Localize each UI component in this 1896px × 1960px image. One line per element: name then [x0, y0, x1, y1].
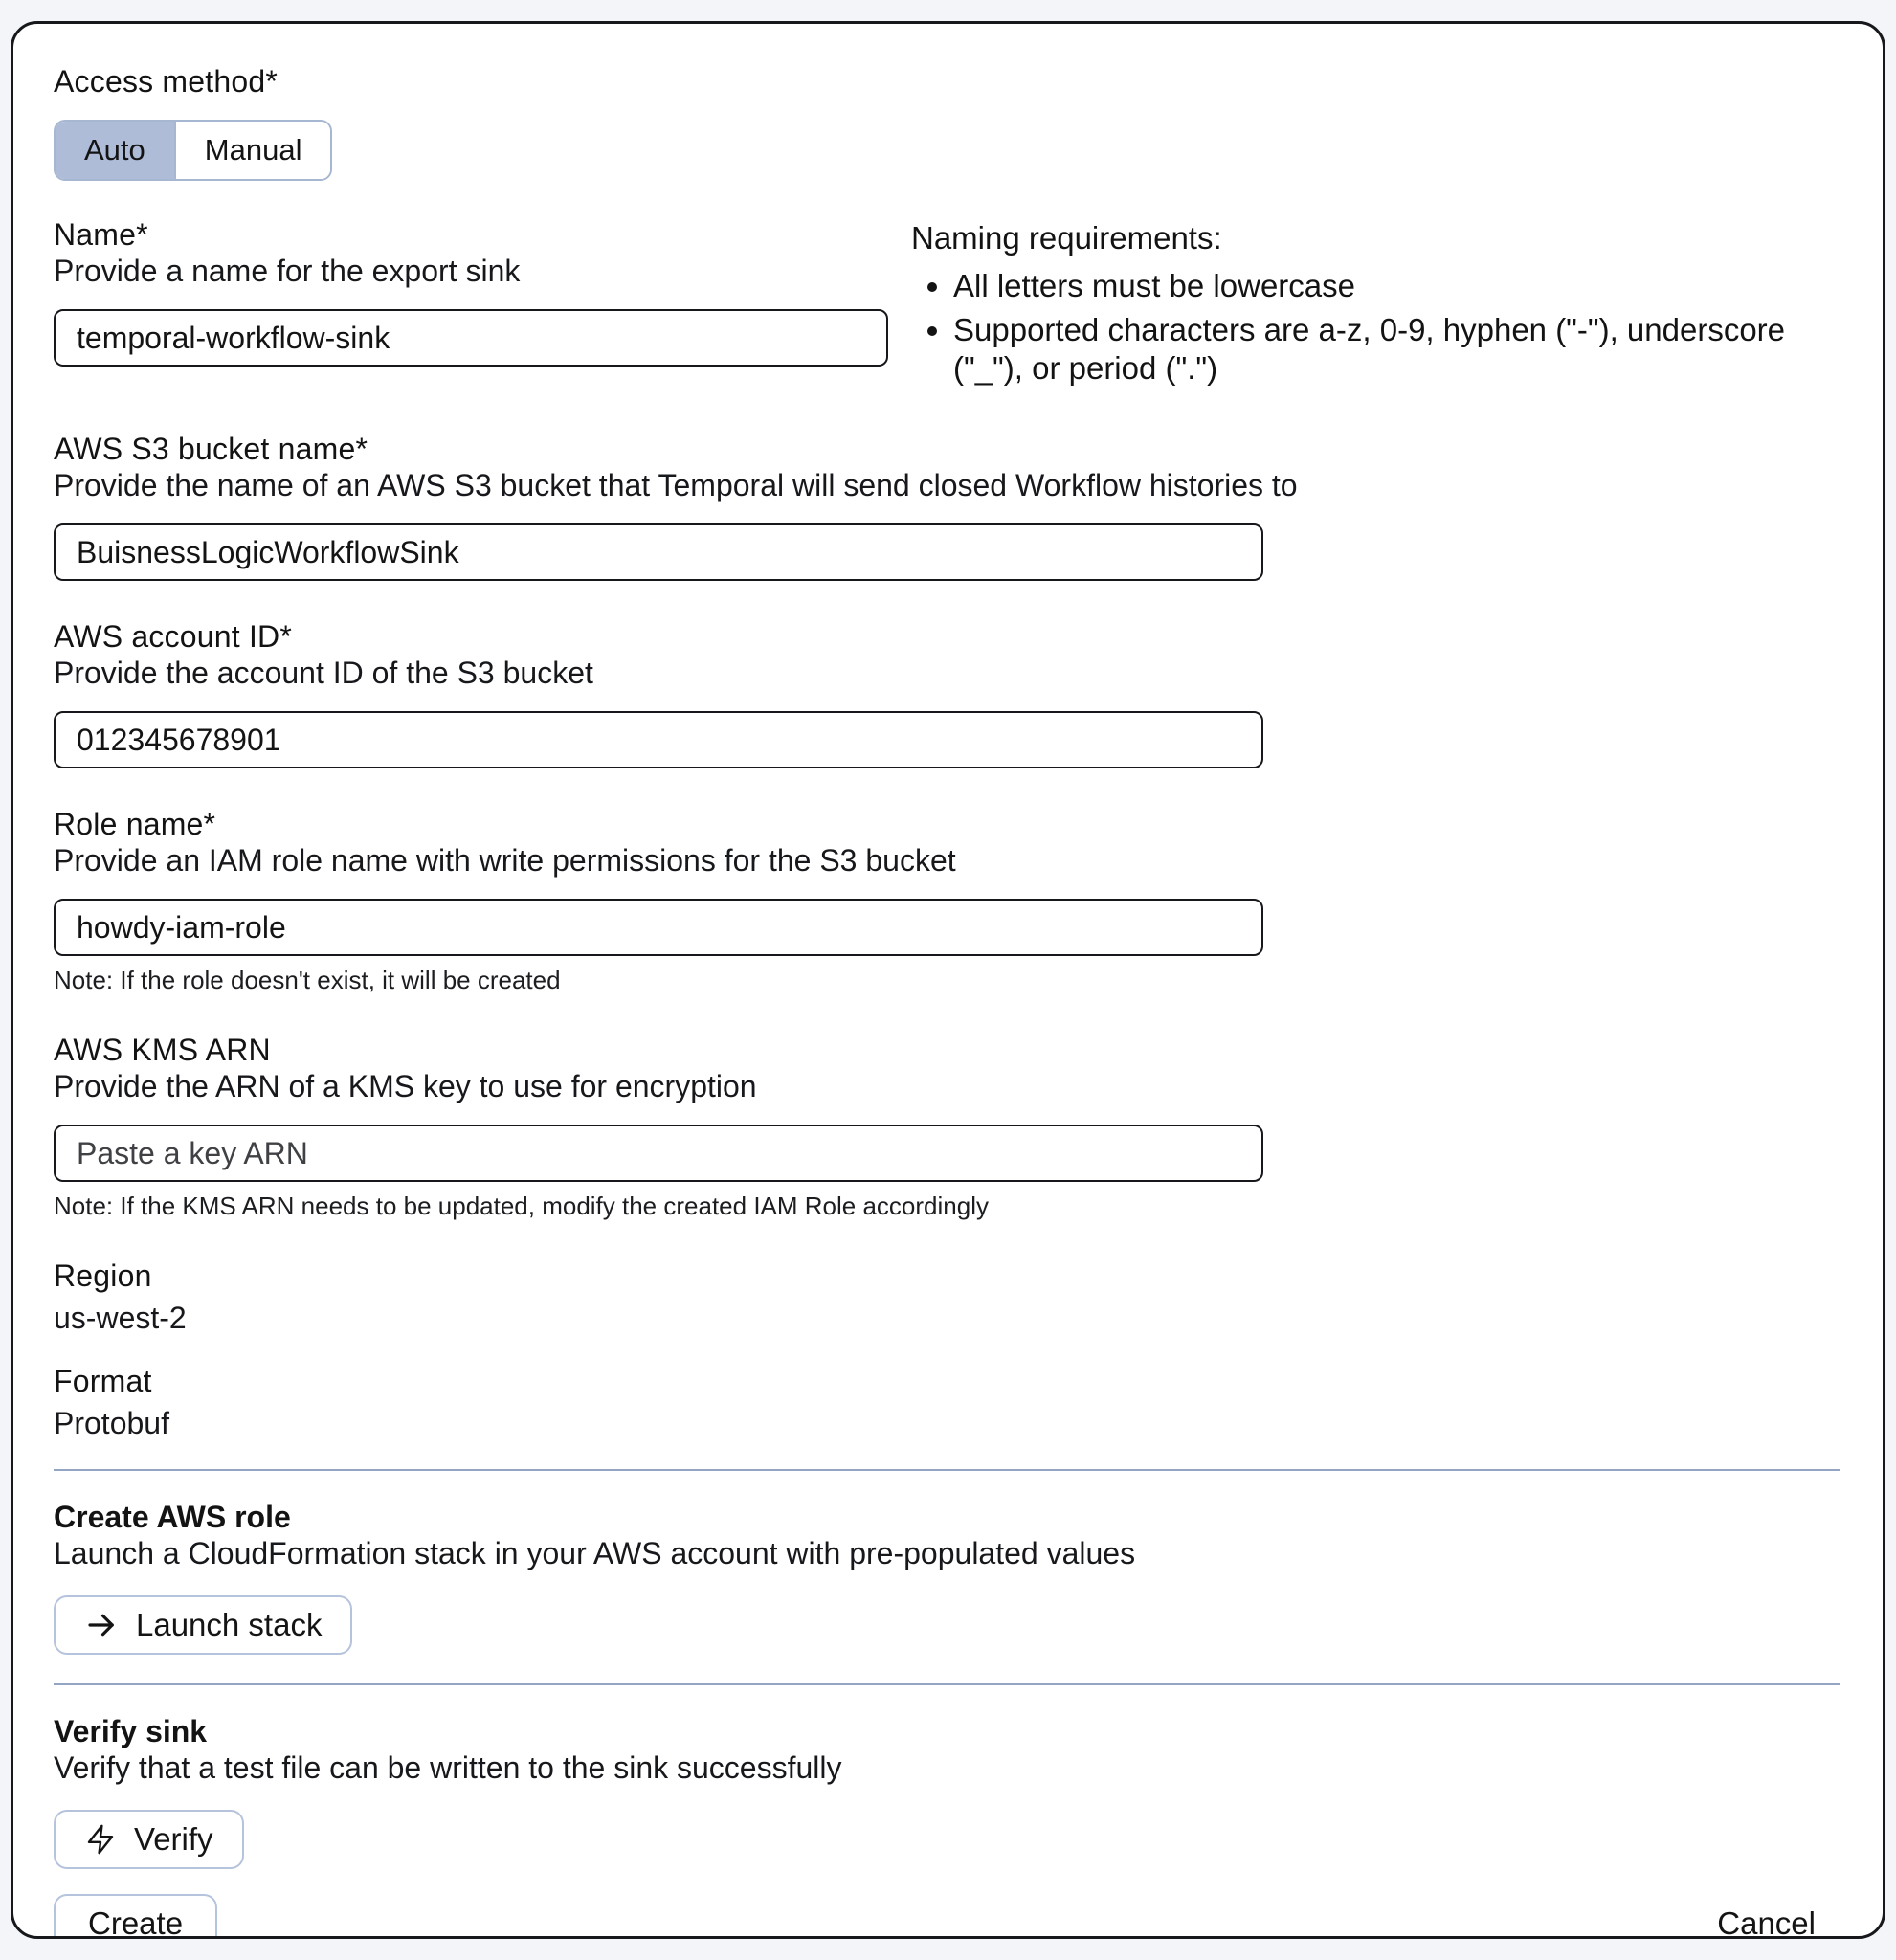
kms-arn-label: AWS KMS ARN — [54, 1033, 271, 1067]
access-method-option-auto[interactable]: Auto — [56, 122, 174, 179]
region-label: Region — [54, 1258, 152, 1293]
format-field — [54, 1364, 1840, 1440]
access-method-option-manual[interactable]: Manual — [174, 122, 331, 179]
naming-requirements-title: Naming requirements: — [911, 220, 1222, 256]
naming-requirements — [911, 217, 1840, 393]
bucket-label: AWS S3 bucket name* — [54, 432, 368, 466]
form-footer — [54, 1894, 1840, 1939]
bucket-description: Provide the name of an AWS S3 bucket that Temporal will send closed Workflow histories to — [54, 468, 1298, 502]
create-button[interactable]: Create — [54, 1894, 217, 1939]
naming-requirement-item: • Supported characters are a-z, 0-9, hyphen ("-"), underscore ("_"), or period (".") — [953, 311, 1840, 388]
naming-requirements-list — [953, 267, 1840, 388]
account-id-description: Provide the account ID of the S3 bucket — [54, 656, 593, 690]
name-field — [54, 217, 888, 367]
format-label: Format — [54, 1364, 152, 1398]
bucket-input[interactable] — [54, 523, 1263, 581]
name-input[interactable] — [54, 309, 888, 367]
role-name-description: Provide an IAM role name with write permissions for the S3 bucket — [54, 843, 956, 878]
kms-arn-note: Note: If the KMS ARN needs to be updated, modify the created IAM Role accordingly — [54, 1192, 989, 1220]
kms-arn-field — [54, 1033, 1840, 1220]
section-divider — [54, 1683, 1840, 1685]
name-row — [54, 217, 1840, 393]
access-method-label: Access method* — [54, 64, 279, 99]
name-description: Provide a name for the export sink — [54, 254, 521, 288]
role-name-note: Note: If the role doesn't exist, it will be created — [54, 966, 561, 994]
naming-requirement-item: • All letters must be lowercase — [953, 267, 1840, 305]
account-id-input[interactable] — [54, 711, 1263, 768]
cancel-button[interactable]: Cancel — [1717, 1905, 1816, 1939]
kms-arn-input[interactable] — [54, 1125, 1263, 1182]
name-label: Name* — [54, 217, 148, 252]
create-aws-role-title: Create AWS role — [54, 1500, 291, 1534]
arrow-right-icon — [84, 1608, 119, 1642]
account-id-field — [54, 619, 1840, 768]
region-value: us-west-2 — [54, 1301, 187, 1335]
create-aws-role-section — [54, 1500, 1840, 1655]
role-name-field — [54, 807, 1840, 994]
kms-arn-description: Provide the ARN of a KMS key to use for encryption — [54, 1069, 757, 1103]
account-id-label: AWS account ID* — [54, 619, 293, 654]
launch-stack-button[interactable] — [54, 1595, 352, 1655]
verify-sink-title: Verify sink — [54, 1714, 208, 1748]
verify-sink-section — [54, 1714, 1840, 1869]
verify-button[interactable] — [54, 1810, 244, 1869]
format-value: Protobuf — [54, 1406, 169, 1440]
verify-button-label: Verify — [134, 1821, 213, 1857]
verify-sink-description: Verify that a test file can be written to the sink successfully — [54, 1750, 842, 1785]
region-field — [54, 1258, 1840, 1335]
role-name-input[interactable] — [54, 899, 1263, 956]
bucket-field — [54, 432, 1840, 581]
export-sink-form — [11, 21, 1885, 1939]
access-method-toggle — [54, 120, 332, 181]
lightning-icon — [84, 1823, 117, 1856]
role-name-label: Role name* — [54, 807, 216, 841]
section-divider — [54, 1469, 1840, 1471]
launch-stack-button-label: Launch stack — [136, 1607, 323, 1642]
create-aws-role-description: Launch a CloudFormation stack in your AWS account with pre-populated values — [54, 1536, 1136, 1570]
